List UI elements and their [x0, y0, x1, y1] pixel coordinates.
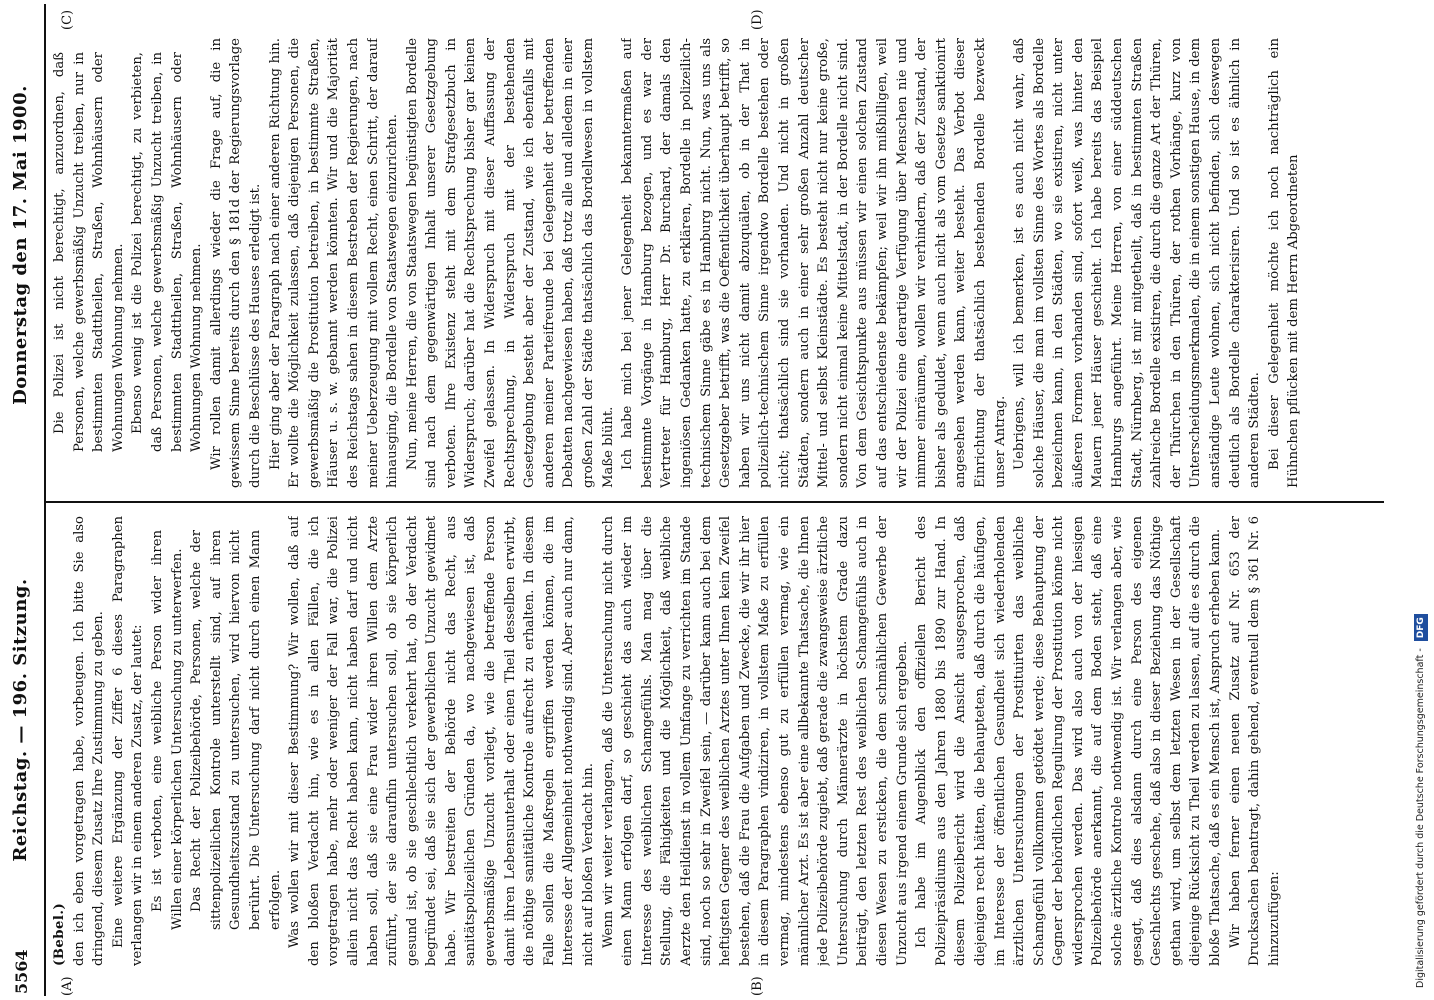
margin-marker-c: (C): [60, 9, 75, 30]
paragraph: Hier ging aber der Paragraph nach einer anderen Richtung hin. Er wollte die Möglichkeit zulassen, daß diejenigen Personen, die gewerbsmäßig die Prostitution betreiben, in bestimmte Straßen, Häuser u. s. w. gebannt werden könnten. Wir und die Majorität des Reichstags sahen in diesem Bestreben der Regierungen, nach meiner Ueberzeugung mit vollem Recht, einen Schritt, der darauf hinausging, die Bordelle von Staatswegen einzurichten.: [267, 38, 401, 488]
page-header: [4, 0, 46, 1000]
quoted-paragraph: Das Recht der Polizeibehörde, Personen, welche der sittenpolizeilichen Kontrole unterstellt sind, auf ihren Gesundheitszustand zu untersuchen, wird hiervon nicht berührt. Die Untersuchung darf nicht durch einen Mann erfolgen.: [189, 530, 283, 930]
paragraph: Wir haben ferner einen neuen Zusatz auf Nr. 653 der Drucksachen beantragt, dahin gehend, eventuell dem § 361 Nr. 6 hinzuzufügen:: [1227, 516, 1282, 966]
paragraph: den ich eben vorgetragen habe, vorbeugen. Ich bitte Sie also dringend, diesem Zusatz Ihre Zustimmung zu geben.: [71, 516, 107, 966]
header-session-title: Reichstag. — 196. Sitzung.: [10, 578, 31, 862]
left-column: [50, 516, 1390, 966]
dfg-logo: DFG: [1414, 614, 1428, 641]
paragraph: Bei dieser Gelegenheit möchte ich noch nachträglich ein Hühnchen pflücken mit dem Herrn Abgeordneten: [1266, 38, 1302, 488]
quoted-paragraph: Die Polizei ist nicht berechtigt, anzuordnen, daß Personen, welche gewerbsmäßig Unzucht treiben, nur in bestimmten Stadttheilen, Straßen, Wohnhäusern oder Wohnungen Wohnung nehmen.: [52, 52, 126, 452]
paragraph: Wenn wir weiter verlangen, daß die Untersuchung nicht durch einen Mann erfolgen darf, so geschieht das auch wieder im Interesse des weiblichen Schamgefühls. Man mag über die Stellung, die Fähigkeiten und die Möglichkeit, daß weibliche Aerzte den Heildienst in vollem Umfange zu verrichten im Stande sind, noch so sehr in Zweifel sein, — darüber kann auch bei dem heftigsten Gegner des weiblichen Arztes unter Ihnen kein Zweifel bestehen, daß die Frau die Aufgaben und Zwecke, die wir ihr hier in diesem Paragraphen vindiziren, in vollstem Maße zu erfüllen vermag, mindestens ebenso gut zu erfüllen vermag, wie ein männlicher Arzt. Es ist aber eine allbekannte Thatsache, die Ihnen jede Polizeibehörde zugiebt, daß gerade die zwangsweise ärztliche Untersuchung durch Männerärzte in höchstem Grade dazu beiträgt, den letzten Rest des weiblichen Schamgefühls auch in diesen Wesen zu ersticken, die dem schmählichen Gewerbe der Unzucht aus irgend einem Grunde sich ergeben.: [600, 516, 910, 966]
margin-marker-b: (B): [750, 976, 765, 996]
column-divider: [44, 501, 1384, 503]
digitization-credit: [1410, 8, 1432, 992]
margin-marker-d: (D): [750, 9, 765, 30]
digitization-credit-bar: [1410, 8, 1432, 992]
paragraph: Eine weitere Ergänzung der Ziffer 6 dieses Paragraphen verlangen wir in einem anderen Zusatz, der lautet:: [110, 516, 146, 966]
right-column: [50, 38, 1390, 488]
paragraph: Was wollen wir mit dieser Bestimmung? Wir wollen, daß auf den bloßen Verdacht hin, wie es in allen Fällen, die ich vorgetragen habe, mehr oder weniger der Fall war, die Polizei allein nicht das Recht haben kann, nicht haben darf und nicht haben soll, daß sie eine Frau wider ihren Willen dem Arzte zuführt, der sie daraufhin untersuchen soll, ob sie körperlich gesund ist, ob sie geschlechtlich verkehrt hat, ob der Verdacht begründet sei, daß sie sich der gewerblichen Unzucht gewidmet habe. Wir bestreiten der Behörde nicht das Recht, aus sanitätspolizeilichen Gründen da, wo nachgewiesen ist, daß gewerbsmäßige Unzucht vorliegt, wie die betreffende Person damit ihren Lebensunterhalt oder einen Theil desselben erwirbt, die nöthige sanitätliche Kontrole aufrecht zu erhalten. In diesem Falle sollen die Maßregeln ergriffen werden können, die im Interesse der Allgemeinheit nothwendig sind. Aber auch nur dann, nicht auf bloßen Verdacht hin.: [287, 516, 597, 966]
quoted-paragraph: Es ist verboten, eine weibliche Person wider ihren Willen einer körperlichen Untersuchung zu unterwerfen.: [149, 530, 185, 930]
header-rule: [44, 4, 46, 996]
page-number: 5564: [12, 949, 31, 994]
margin-marker-a: (A): [60, 976, 75, 996]
paragraph: Uebrigens, will ich bemerken, ist es auch nicht wahr, daß solche Häuser, die man im vollsten Sinne des Wortes als Bordelle bezeichnen kann, in den Städten, wo sie existiren, nicht unter äußeren Formen vorhanden sind, sofort weiß, was hinter den Mauern jener Häuser geschieht. Ich habe bereits das Beispiel Hamburgs angeführt. Meine Herren, von einer süddeutschen Stadt, Nürnberg, ist mir mitgetheilt, daß in bestimmten Straßen zahlreiche Bordelle existiren, die durch die ganze Art der Thüren, der Thürchen in den Thüren, der rothen Vorhänge, kurz von Unterscheidungsmerkmalen, die in einem sonstigen Hause, in dem anständige Leute wohnen, sich nicht befinden, sich deswegen deutlich als Bordelle charakterisiren. Und so ist es ähnlich in anderen Städten.: [1012, 38, 1263, 488]
header-date-title: Donnerstag den 17. Mai 1900.: [10, 85, 31, 405]
paragraph: Wir rollen damit allerdings wieder die Frage auf, die in gewissem Sinne bereits durch den § 181d der Regierungsvorlage durch die Beschlüsse des Hauses erledigt ist.: [208, 38, 263, 488]
paragraph: Nun, meine Herren, die von Staatswegen begünstigten Bordelle sind nach dem gegenwärtigen Inhalt unserer Gesetzgebung verboten. Ihre Existenz steht mit dem Strafgesetzbuch in Widerspruch; darüber hat die Rechtsprechung bisher gar keinen Zweifel gelassen. In Widerspruch mit dieser Auffassung der Rechtsprechung, in Widerspruch mit der bestehenden Gesetzgebung besteht aber der Zustand, wie ich ebenfalls mit anderen meiner Parteifreunde bei Gelegenheit der betreffenden Debatten nachgewiesen haben, daß trotz alle und alledem in einer großen Zahl der Städte thatsächlich das Bordellwesen in vollstem Maße blüht.: [404, 38, 616, 488]
paragraph: Ich habe im Augenblick den offiziellen Bericht des Polizeipräsidiums aus den Jahren 1880 bis 1890 zur Hand. In diesem Polizeibericht wird die Ansicht ausgesprochen, daß diejenigen recht hätten, die behaupteten, daß durch die häufigen, im Interesse der öffentlichen Gesundheit sich wiederholenden ärztlichen Untersuchungen der Prostituirten das weibliche Schamgefühl vollkommen getödtet werde; diese Behauptung der Gegner der behördlichen Regulirung der Prostitution könne nicht widersprochen werden. Das wird also auch von der hiesigen Polizeibehörde anerkannt, die auf dem Boden steht, daß eine solche ärztliche Kontrole nothwendig ist. Wir verlangen aber, wie gesagt, daß dies alsdann durch eine Person des eigenen Geschlechts geschehe, daß also in dieser Beziehung das Nöthige gethan wird, um selbst dem letzten Wesen in der Gesellschaft diejenige Rücksicht zu Theil werden zu lassen, auf die es durch die bloße Thatsache, daß es ein Mensch ist, Anspruch erheben kann.: [914, 516, 1224, 966]
credit-text: Digitalisierung gefördert durch die Deutsche Forschungsgemeinschaft -: [1415, 645, 1426, 988]
speaker-label: (Bebel.): [52, 902, 67, 966]
quoted-paragraph: Ebenso wenig ist die Polizei berechtigt, zu verbieten, daß Personen, welche gewerbsmäßig Unzucht treiben, in bestimmten Stadttheilen, Straßen, Wohnhäusern oder Wohnungen Wohnung nehmen.: [130, 52, 205, 452]
paragraph: Ich habe mich bei jener Gelegenheit bekanntermaßen auf bestimmte Vorgänge in Hamburg bezogen, und es war der Vertreter für Hamburg, Herr Dr. Burchard, der damals den ingeniösen Gedanken hatte, zu erklären, Bordelle in polizeilich-technischem Sinne gäbe es in Hamburg nicht. Nun, was uns als Gesetzgeber betrifft, was die Oeffentlichkeit überhaupt betrifft, so haben wir uns nicht damit abzuquälen, ob in der That in polizeilich-technischem Sinne irgendwo Bordelle bestehen oder nicht; thatsächlich sind sie vorhanden. Und nicht in großen Städten, sondern auch in einer sehr großen Anzahl deutscher Mittel- und selbst Kleinstädte. Es besteht nicht nur keine große, sondern nicht einmal keine Mittelstadt, in der Bordelle nicht sind. Von dem Gesichtspunkte aus müssen wir einen solchen Zustand auf das entschiedenste bekämpfen; weil wir ihn mißbilligen, weil wir der Polizei eine derartige Verfügung über Menschen nie und nimmer einräumen, wollen wir verhindern, daß der Zustand, der bisher als geduldet, wenn auch nicht als vom Gesetze sanktionirt angesehen werden kann, weiter besteht. Das Verbot dieser Einrichtung der thatsächlich bestehenden Bordelle bezweckt unser Antrag.: [620, 38, 1008, 488]
